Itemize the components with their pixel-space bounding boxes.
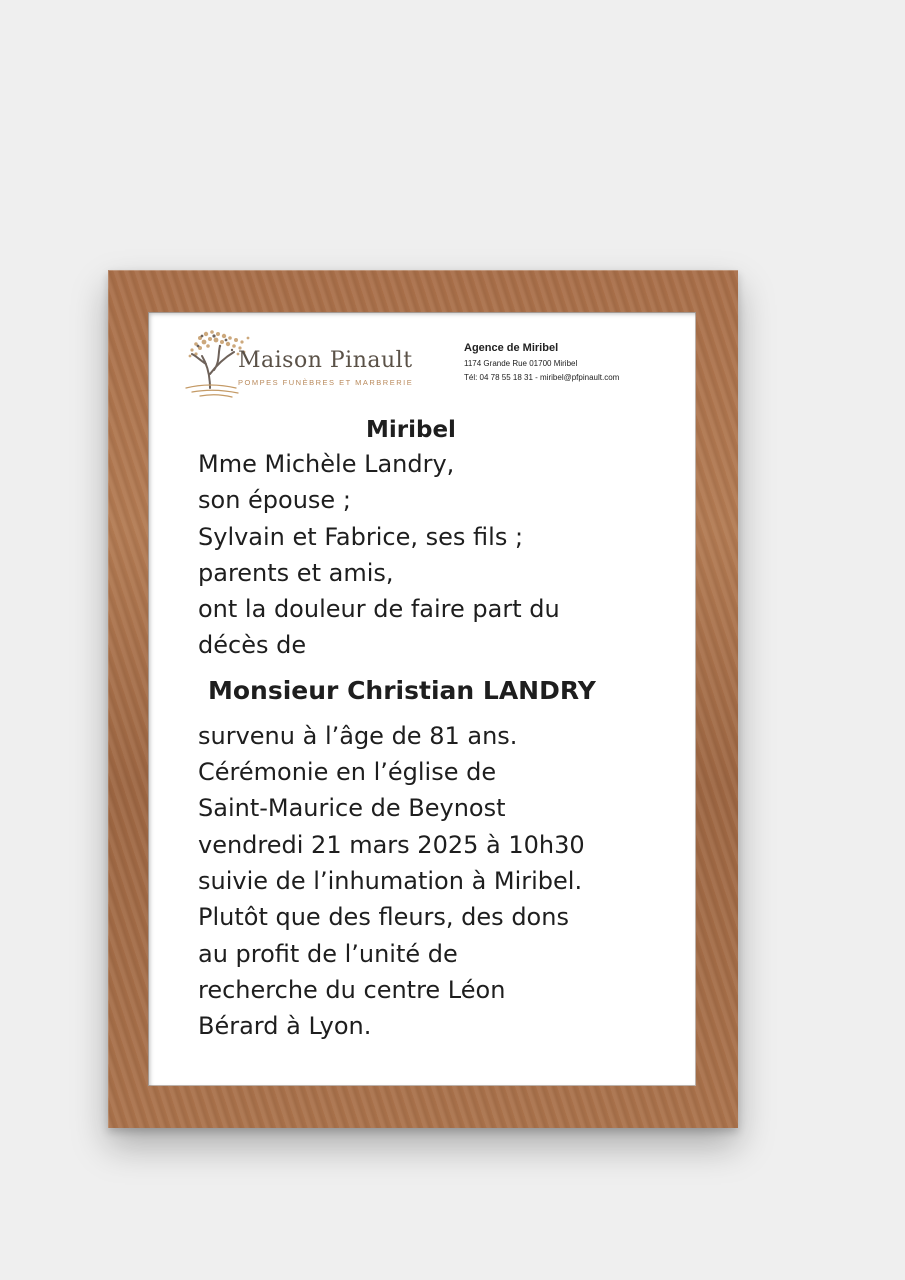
agency-contact: Tél: 04 78 55 18 31 - miribel@pfpinault.com [464,373,620,382]
detail-line: au profit de l’unité de [198,939,458,968]
detail-line: vendredi 21 mars 2025 à 10h30 [198,830,585,859]
detail-line: survenu à l’âge de 81 ans. [198,721,518,750]
notice-town: Miribel [366,417,456,443]
company-name: Maison Pinault [238,348,413,373]
announcer-line: Sylvain et Fabrice, ses fils ; [198,522,524,551]
announcer-line: Mme Michèle Landry, [198,450,455,478]
announcer-line: ont la douleur de faire part du [198,595,560,624]
company-tagline: POMPES FUNÈBRES ET MARBRERIE [238,378,414,387]
announcer-line: décès de [198,631,307,660]
obituary-notice-sheet [148,312,696,1086]
wooden-picture-frame [108,270,738,1128]
detail-line: Bérard à Lyon. [198,1012,372,1041]
agency-address: 1174 Grande Rue 01700 Miribel [464,359,578,368]
agency-title: Agence de Miribel [464,342,559,354]
company-logo [180,326,430,398]
detail-line: suivie de l’inhumation à Miribel. [198,866,583,895]
detail-line: Plutôt que des fleurs, des dons [198,903,569,932]
deceased-name: Monsieur Christian LANDRY [208,675,596,705]
detail-line: Saint-Maurice de Beynost [198,794,506,823]
agency-block [464,342,619,387]
detail-line: Cérémonie en l’église de [198,758,497,787]
announcer-line: son épouse ; [198,486,351,515]
announcer-line: parents et amis, [198,558,394,587]
notice-body [198,414,668,1044]
detail-line: recherche du centre Léon [198,975,506,1004]
